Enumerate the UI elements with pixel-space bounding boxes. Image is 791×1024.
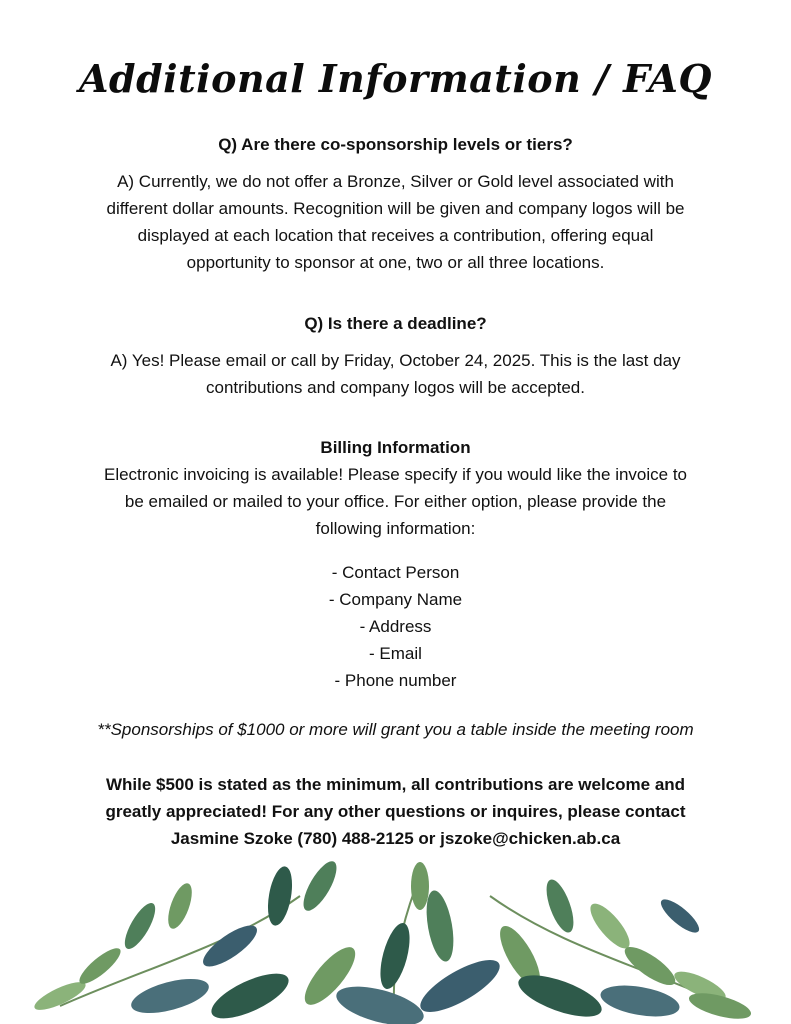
- answer-line: displayed at each location that receives a contribution, offering equal: [137, 226, 654, 245]
- faq-question-1: Q) Are there co-sponsorship levels or tiers?: [218, 135, 573, 154]
- answer-line: different dollar amounts. Recognition will be given and company logos will be: [106, 199, 685, 218]
- page-title: Additional Information / FAQ: [79, 56, 712, 101]
- faq-item-2: [60, 310, 731, 401]
- faq-question-2: Q) Is there a deadline?: [304, 314, 487, 333]
- faq-item-1: [60, 131, 731, 276]
- billing-text: [60, 461, 731, 542]
- billing-line: be emailed or mailed to your office. For either option, please provide the: [124, 492, 667, 511]
- answer-line: opportunity to sponsor at one, two or all three locations.: [186, 253, 605, 272]
- billing-line: following information:: [315, 519, 476, 538]
- list-item: - Contact Person: [331, 563, 460, 582]
- billing-list: [0, 559, 791, 694]
- closing-text: [60, 771, 731, 852]
- list-item: - Company Name: [328, 590, 463, 609]
- billing-heading: Billing Information: [320, 438, 471, 457]
- list-item: - Email: [369, 644, 422, 663]
- closing-line: While $500 is stated as the minimum, all contributions are welcome and: [105, 775, 686, 794]
- closing-line: Jasmine Szoke (780) 488-2125 or jszoke@chicken.ab.ca: [170, 829, 621, 848]
- leaf-cluster: [31, 857, 753, 1024]
- list-item: - Phone number: [334, 671, 457, 690]
- answer-line: A) Currently, we do not offer a Bronze, Silver or Gold level associated with: [117, 172, 674, 191]
- billing-section: [60, 434, 731, 542]
- closing-line: greatly appreciated! For any other questions or inquires, please contact: [105, 802, 686, 821]
- list-item: - Address: [359, 617, 432, 636]
- billing-line: Electronic invoicing is available! Please specify if you would like the invoice to: [103, 465, 688, 484]
- faq-answer-1: [60, 168, 731, 276]
- faq-answer-2: [60, 347, 731, 401]
- leaf-border-illustration: [0, 856, 791, 1024]
- answer-line: A) Yes! Please email or call by Friday, October 24, 2025. This is the last day: [110, 351, 681, 370]
- sponsorship-note: **Sponsorships of $1000 or more will grant you a table inside the meeting room: [97, 720, 694, 739]
- answer-line: contributions and company logos will be accepted.: [206, 378, 585, 397]
